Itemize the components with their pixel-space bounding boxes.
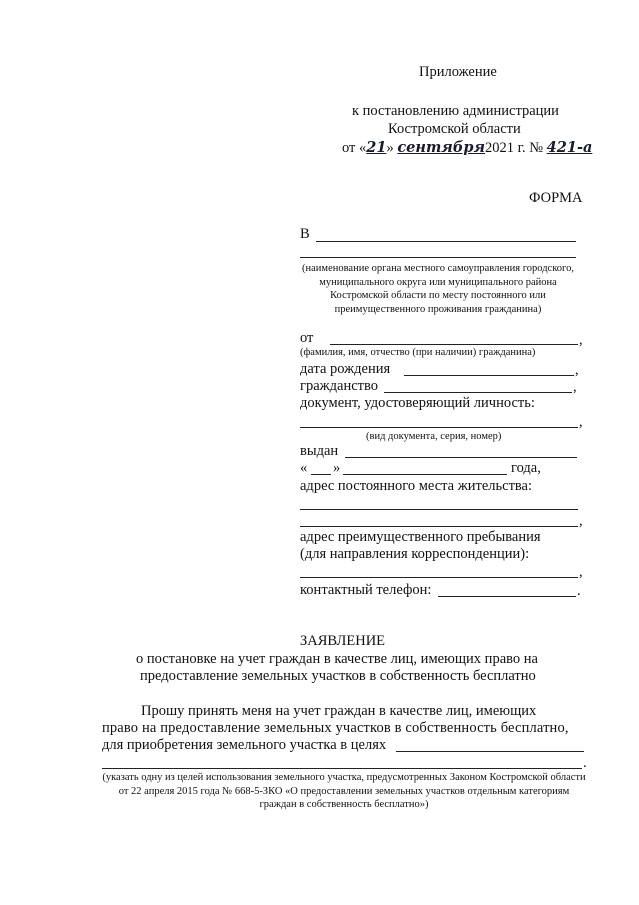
- from-comma: ,: [579, 332, 583, 348]
- date-month-handwritten: сентября: [397, 139, 486, 156]
- statement-subtitle-2: предоставление земельных участков в собственность бесплатно: [140, 668, 536, 684]
- to-field-note: (наименование органа местного самоуправления городского, муниципального округа или муниципального района Костромской области по месту постоянного или преимущественного проживания гражданина): [302, 263, 574, 315]
- id-document-field-line: [300, 427, 578, 428]
- birth-comma: ,: [575, 362, 579, 378]
- preferred-address-label: адрес преимущественного пребывания: [300, 529, 541, 545]
- appendix-line-1: к постановлению администрации: [352, 103, 559, 119]
- appendix-line-2: Костромской области: [388, 121, 521, 137]
- id-document-label: документ, удостоверяющий личность:: [300, 395, 535, 411]
- issued-label: выдан: [300, 443, 339, 459]
- to-field-line-2: [300, 257, 576, 258]
- date-prefix: от «: [342, 140, 367, 156]
- appendix-title: Приложение: [419, 64, 497, 80]
- permanent-address-label: адрес постоянного места жительства:: [300, 478, 533, 494]
- year-label: года,: [511, 460, 541, 476]
- from-field-note: (фамилия, имя, отчество (при наличии) гражданина): [300, 347, 536, 358]
- issue-date-open-quote: «: [300, 460, 308, 476]
- preferred-address-line: [300, 577, 578, 578]
- preferred-address-sub: (для направления корреспонденции):: [300, 546, 530, 562]
- preferred-address-comma: ,: [579, 564, 583, 580]
- from-field-line: [330, 344, 578, 345]
- phone-field-line: [438, 596, 576, 597]
- permanent-address-comma: ,: [579, 513, 583, 529]
- statement-body-line-2: право на предоставление земельных участков в собственность бесплатно,: [102, 720, 569, 736]
- date-year: 2021 г. №: [485, 140, 544, 156]
- purpose-note: (указать одну из целей использования земельного участка, предусмотренных Законом Костромской области от 22 апреля 2015 года № 668-5-ЗКО «О предоставлении земельных участков отдельным категориям граждан в собственность бесплатно»): [102, 772, 586, 810]
- permanent-address-line-2: [300, 526, 578, 527]
- phone-period: .: [577, 583, 581, 599]
- issue-month-field-line: [343, 474, 507, 475]
- birth-date-label: дата рождения: [300, 361, 391, 377]
- issue-day-field-line: [311, 474, 331, 475]
- statement-subtitle-1: о постановке на учет граждан в качестве лиц, имеющих право на: [136, 651, 538, 667]
- id-document-note: (вид документа, серия, номер): [366, 431, 502, 442]
- id-document-comma: ,: [579, 414, 583, 430]
- citizenship-field-line: [384, 392, 572, 393]
- purpose-period: .: [583, 755, 587, 771]
- issued-field-line: [345, 457, 577, 458]
- to-field-line-1: [316, 241, 576, 242]
- purpose-field-line-1: [396, 751, 584, 752]
- from-label: от: [300, 330, 314, 346]
- citizenship-label: гражданство: [300, 378, 378, 394]
- appendix-date-line: [342, 139, 592, 157]
- statement-body-line-3: для приобретения земельного участка в целях: [102, 737, 387, 753]
- issue-date-close-quote: »: [333, 460, 341, 476]
- permanent-address-line-1: [300, 509, 578, 510]
- birth-date-field-line: [404, 375, 574, 376]
- form-label: ФОРМА: [529, 190, 583, 206]
- phone-label: контактный телефон:: [300, 582, 432, 598]
- date-mid: »: [386, 140, 394, 156]
- statement-title: ЗАЯВЛЕНИЕ: [300, 633, 386, 649]
- date-day-handwritten: 21: [366, 139, 387, 156]
- citizenship-comma: ,: [573, 379, 577, 395]
- to-label: В: [300, 226, 310, 242]
- statement-body-line-1: Прошу принять меня на учет граждан в качестве лиц, имеющих: [141, 703, 537, 719]
- decree-number-handwritten: 421-а: [546, 139, 593, 156]
- purpose-field-line-2: [102, 768, 582, 769]
